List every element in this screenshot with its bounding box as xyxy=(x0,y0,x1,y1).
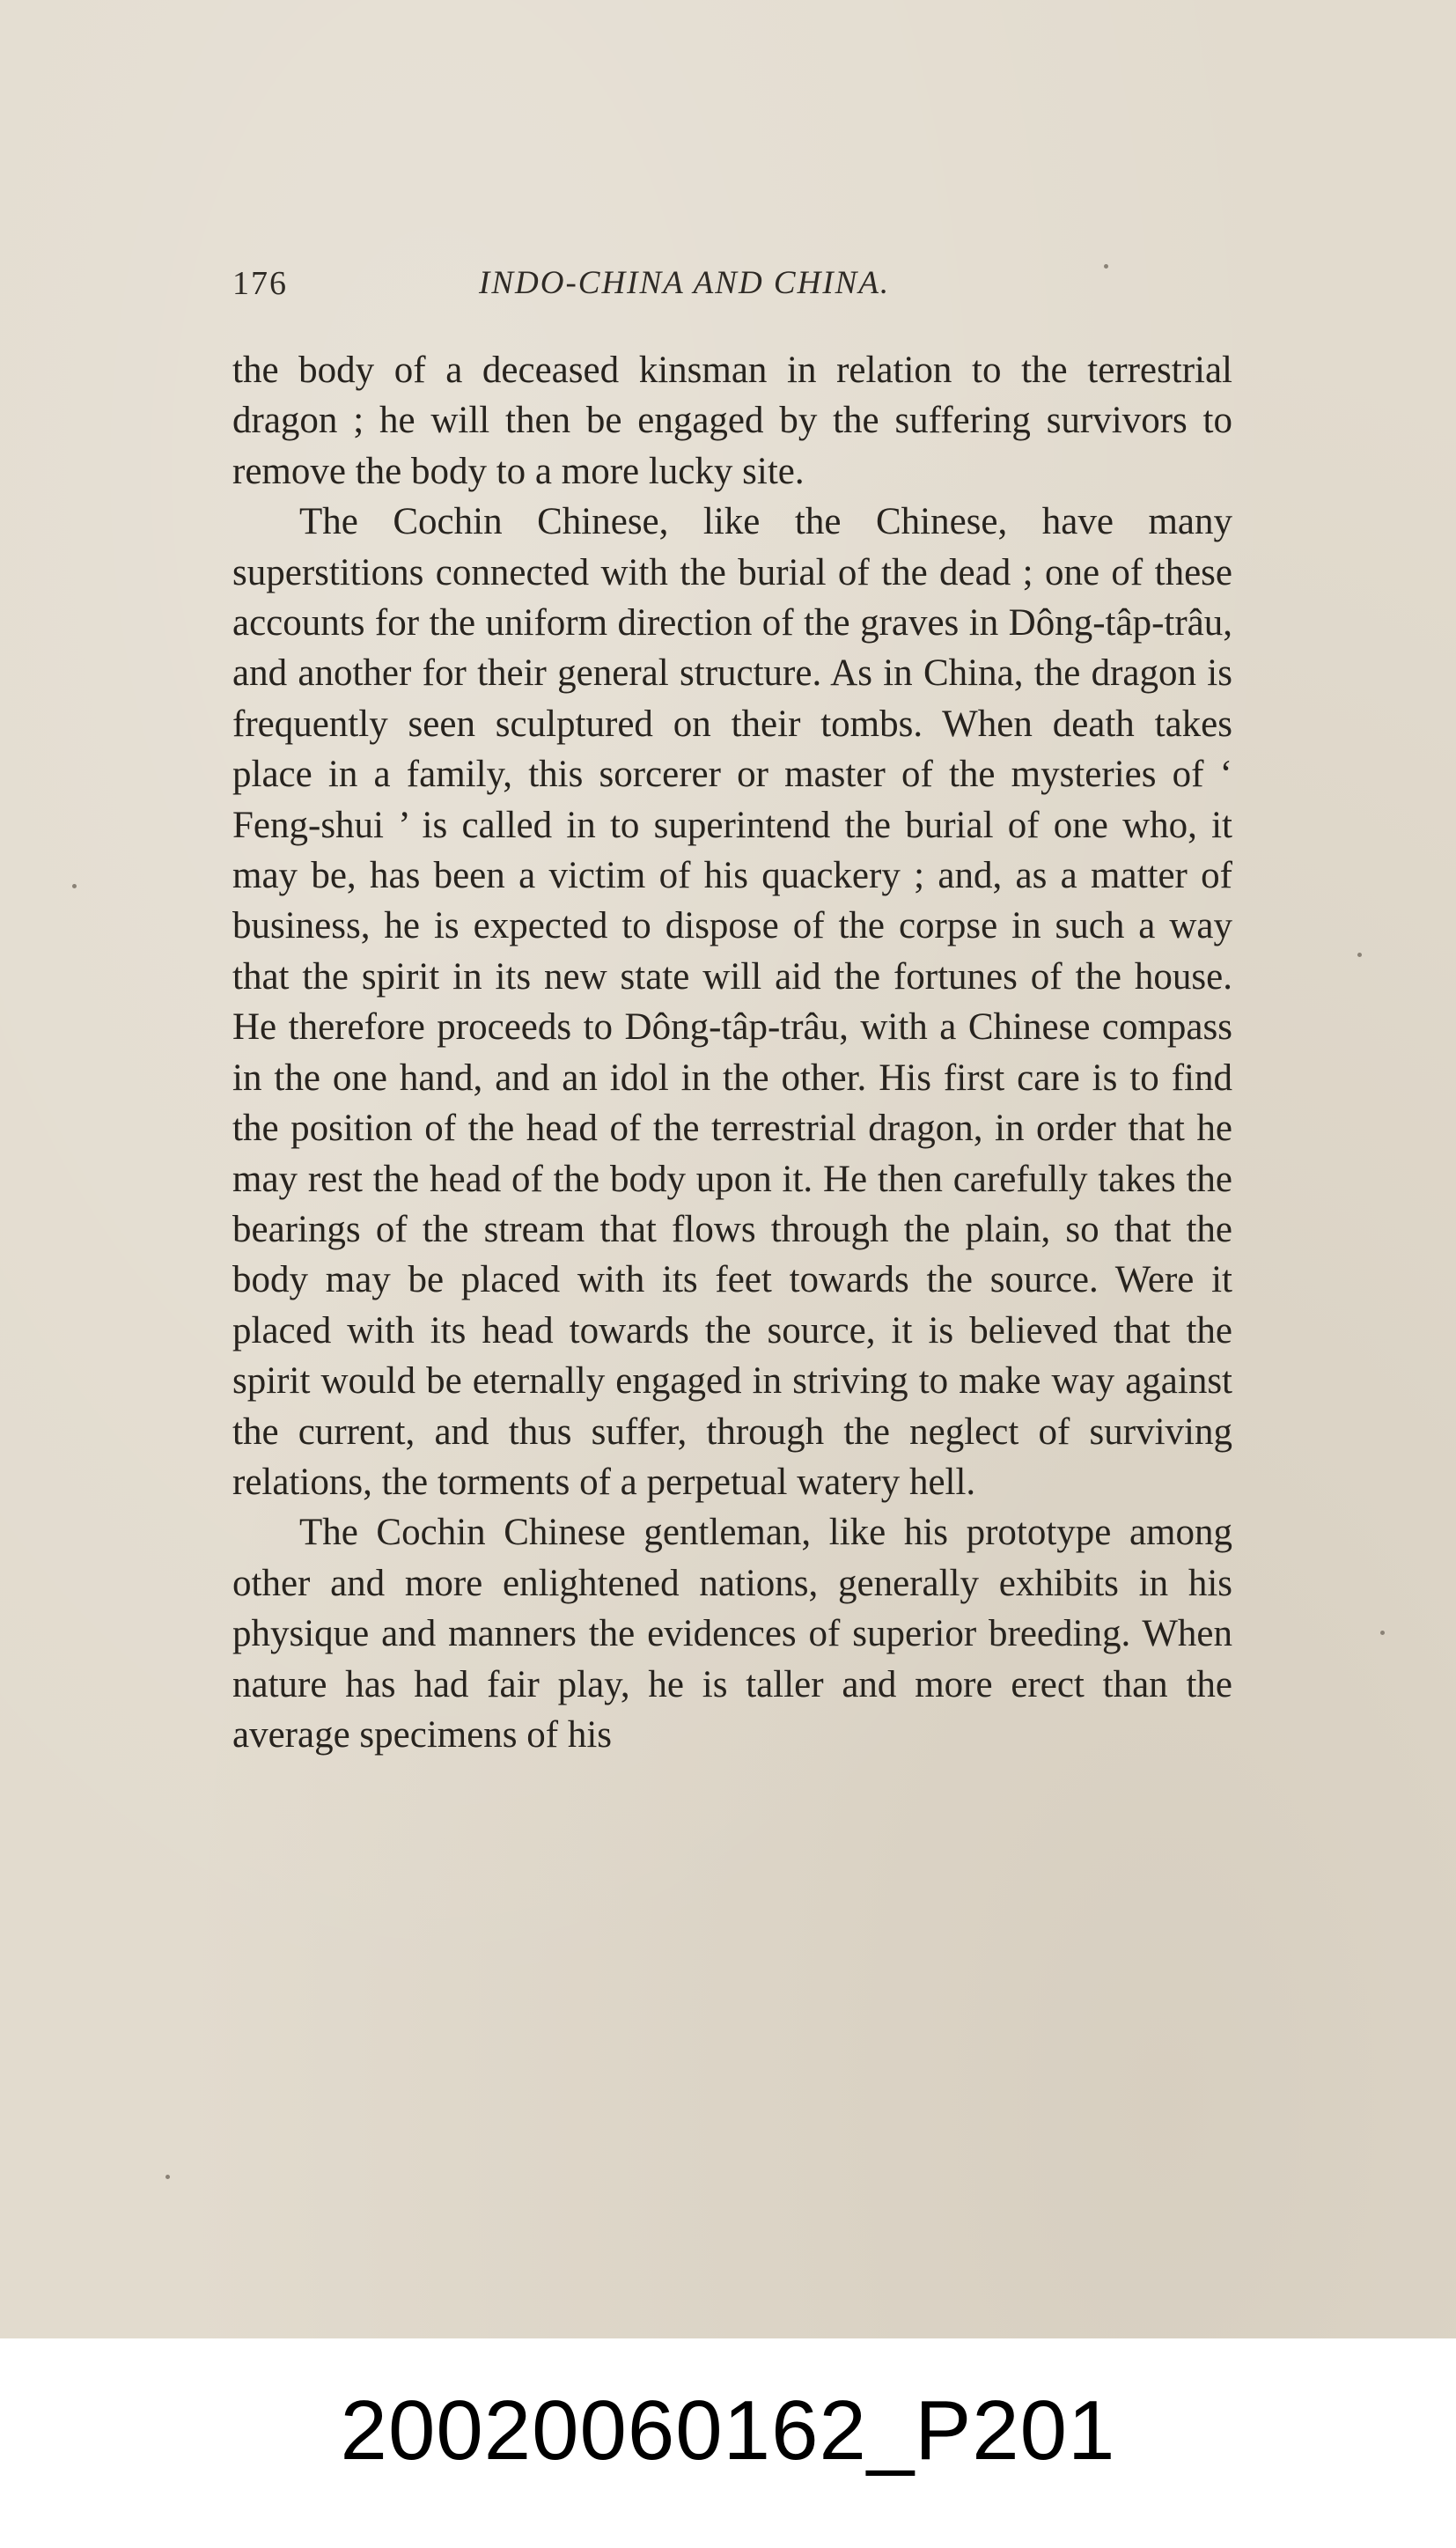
running-head-title: INDO-CHINA AND CHINA. xyxy=(479,265,891,301)
paper-speck xyxy=(1104,264,1108,269)
paragraph-continued: the body of a deceased kinsman in relation to the terrestrial dragon ; he will then be engaged by the suffering survivors to remove the body to a more lucky site. xyxy=(232,350,1232,492)
paper-speck xyxy=(72,884,77,888)
paper-speck xyxy=(1357,953,1362,957)
running-head xyxy=(232,264,1232,306)
page-number: 176 xyxy=(232,265,288,302)
paper-speck xyxy=(165,2175,170,2179)
catalog-id-label: 20020060162_P201 xyxy=(340,2383,1116,2478)
paragraph-burial-superstitions: The Cochin Chinese, like the Chinese, have many superstitions connected with the burial of the dead ; one of these accounts for the uniform direction of the graves in Dông-tâp-trâu, and another for their general structure. As in China, the dragon is frequently seen sculptured on their tombs. When death takes place in a family, this sorcerer or master of the mysteries of ‘ Feng-shui ’ is called in to superintend the burial of one who, it may be, has been a victim of his quackery ; and, as a matter of business, he is expected to dispose of the corpse in such a way that the spirit in its new state will aid the fortunes of the house. He therefore proceeds to Dông-tâp-trâu, with a Chinese compass in the one hand, and an idol in the other. His first care is to find the position of the head of the terrestrial dragon, in order that he may rest the head of the body upon it. He then carefully takes the bearings of the stream that flows through the plain, so that the body may be placed with its feet towards the source. Were it placed with its head towards the source, it is believed that the spirit would be eternally engaged in striving to make way against the current, and thus suffer, through the neglect of surviving relations, the torments of a perpetual watery hell. xyxy=(232,501,1232,1503)
paper-speck xyxy=(1380,1631,1385,1635)
body-text xyxy=(232,345,1232,1760)
paragraph-cochin-gentleman: The Cochin Chinese gentleman, like his prototype among other and more enlightened nations, generally exhibits in his physique and manners the evidences of superior breeding. When nature has had fair play, he is taller and more erect than the average specimens of his xyxy=(232,1512,1232,1756)
